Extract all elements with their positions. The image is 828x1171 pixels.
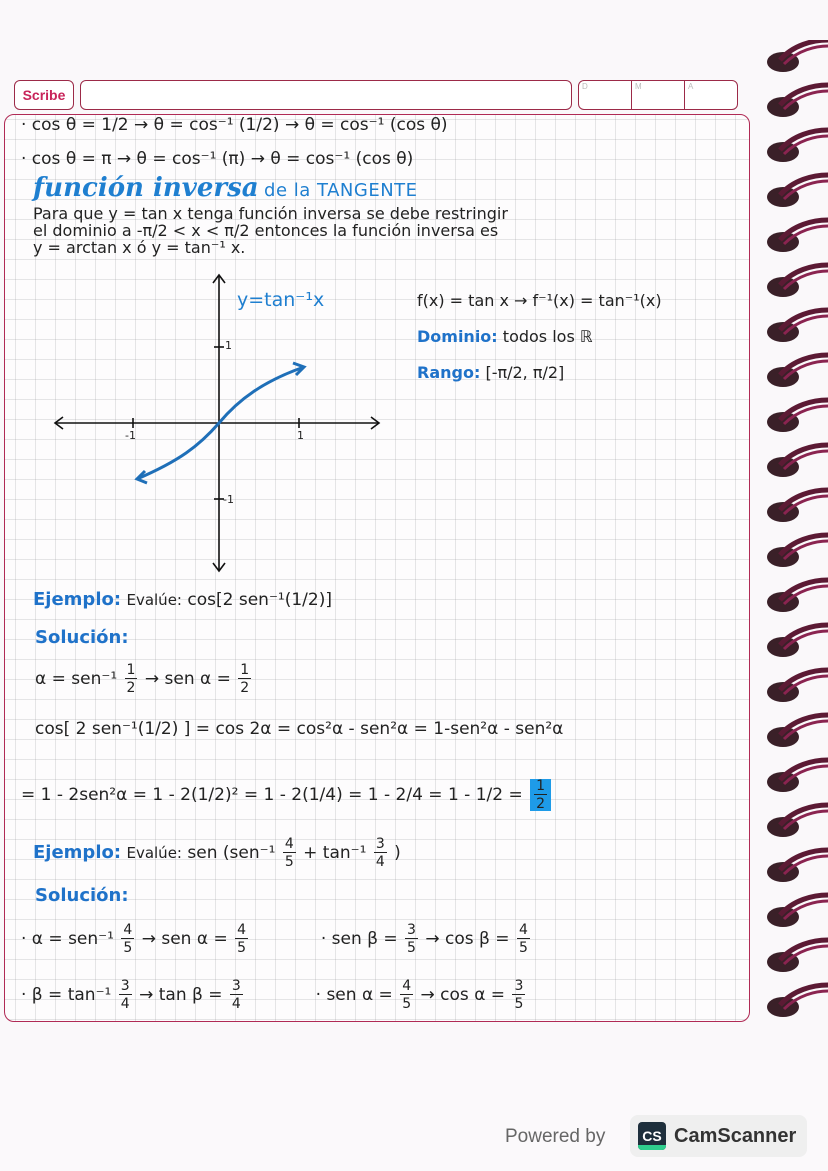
row-text: → cos β = [425,929,510,949]
row-text: · β = tan⁻¹ [21,985,112,1005]
row-text: · sen α = [315,985,393,1005]
x-tick-neg1: -1 [125,429,136,442]
fraction [121,923,134,955]
camscanner-badge [630,1115,807,1157]
numerator: 3 [514,978,524,994]
numerator: 4 [123,922,133,938]
step3-part: (1/2)² [190,785,239,805]
fraction [405,923,418,955]
example1-step2: cos[ 2 sen⁻¹(1/2) ] = cos 2α = cos²α - sen²α = 1-sen²α - sen²α [35,719,564,739]
date-box [578,80,738,110]
denominator: 5 [518,940,528,956]
section-title-script: función inversa [33,173,259,203]
spiral-binding [758,40,828,1040]
domain-value: todos los ℝ [502,327,593,346]
answer-highlight [530,779,551,811]
equation-line-1: · cos θ = 1/2 → θ = cos⁻¹ (1/2) → θ = cos⁻¹ (cos θ) [21,115,448,135]
fraction [374,837,387,869]
paragraph-line-2: el dominio a -π/2 < x < π/2 entonces la función inversa es [33,221,499,240]
row-text: → sen α = [141,929,228,949]
numerator: 4 [284,836,294,852]
example1-label: Ejemplo: [33,589,122,610]
fraction [125,663,138,695]
grid-sheet [4,114,750,1022]
numerator: 3 [231,978,241,994]
example1-step3 [21,779,553,811]
x-tick-1: 1 [297,429,304,442]
domain-label: Dominio: [417,327,498,346]
section-title-rest: de la TANGENTE [264,180,418,201]
numerator: 3 [120,978,130,994]
row-text: → tan β = [139,985,223,1005]
powered-by-text: Powered by [505,1126,606,1147]
example2-expr-post: ) [394,843,401,863]
denominator: 2 [126,680,136,696]
step3-part: (1/4) [302,785,343,805]
numerator: 4 [518,922,528,938]
fraction [230,979,243,1011]
example2-row-2 [21,979,721,1011]
step3-part: 1/2 [475,785,504,805]
denominator: 5 [123,940,133,956]
range-label: Rango: [417,363,481,382]
camscanner-logo-icon: CS [638,1122,666,1150]
date-month-label: M [632,81,685,109]
denominator: 5 [514,996,524,1012]
example2-expr-pre: sen (sen⁻¹ [187,843,276,863]
example2-prompt: Evalúe: [126,844,182,862]
fraction [512,979,525,1011]
range-value: [-π/2, π/2] [485,363,565,382]
step1-right: → sen α = [144,669,231,689]
denominator: 5 [284,854,294,870]
numerator: 1 [126,662,136,678]
denominator: 2 [240,680,250,696]
fraction [517,923,530,955]
row-text: → cos α = [420,985,506,1005]
denominator: 4 [120,996,130,1012]
example1-prompt: Evalúe: [126,591,182,609]
step3-part: 2/4 [395,785,423,805]
step3-part: = 1 - [428,785,471,805]
row-text: · sen β = [320,929,398,949]
denominator: 5 [407,940,416,956]
example2-solution-label: Solución: [35,885,129,906]
graph-label: y=tan⁻¹x [237,289,325,311]
equation-line-2: · cos θ = π → θ = cos⁻¹ (π) → θ = cos⁻¹ (cos θ) [21,149,414,169]
fraction [235,923,248,955]
numerator: 3 [407,922,416,938]
example1-expr: cos[2 sen⁻¹(1/2)] [187,590,332,610]
denominator: 5 [237,940,247,956]
numerator: 3 [375,836,385,852]
step3-part: = 1 - [348,785,391,805]
date-year-label: A [688,82,694,91]
camscanner-name: CamScanner [674,1124,797,1147]
title-box [80,80,572,110]
paragraph-line-1: Para que y = tan x tenga función inversa se debe restringir [33,204,508,223]
scribe-logo: Scribe [14,80,74,110]
fraction [119,979,132,1011]
example2-header [33,837,401,869]
denominator: 4 [231,996,241,1012]
denominator: 5 [402,996,412,1012]
fraction [238,663,251,695]
numerator: 1 [536,778,546,794]
step3-part: = [508,785,523,805]
step3-part: = 1 - 2sen²α [21,785,128,805]
example1-solution-label: Solución: [35,627,129,648]
example2-label: Ejemplo: [33,842,122,863]
arctan-graph [49,271,389,581]
example1-step1 [35,663,253,695]
range-row [417,363,564,382]
numerator: 4 [237,922,247,938]
numerator: 1 [240,662,250,678]
denominator: 4 [375,854,385,870]
fraction [400,979,413,1011]
example2-expr-mid: + tan⁻¹ [303,843,367,863]
numerator: 4 [402,978,412,994]
example2-row-1 [21,923,721,955]
paragraph-line-3: y = arctan x ó y = tan⁻¹ x. [33,238,246,257]
fraction [283,837,296,869]
step1-left: α = sen⁻¹ [35,669,118,689]
y-tick-neg1: -1 [223,493,234,506]
y-tick-1: 1 [225,339,232,352]
domain-row [417,327,593,346]
row-text: · α = sen⁻¹ [21,929,114,949]
denominator: 2 [536,796,546,812]
example1-header [33,589,332,610]
function-definition: f(x) = tan x → f⁻¹(x) = tan⁻¹(x) [417,291,662,310]
date-day-label: D [579,81,632,109]
section-title [33,173,418,203]
step3-part: = 1 - 2 [132,785,191,805]
step3-part: = 1 - 2 [243,785,303,805]
